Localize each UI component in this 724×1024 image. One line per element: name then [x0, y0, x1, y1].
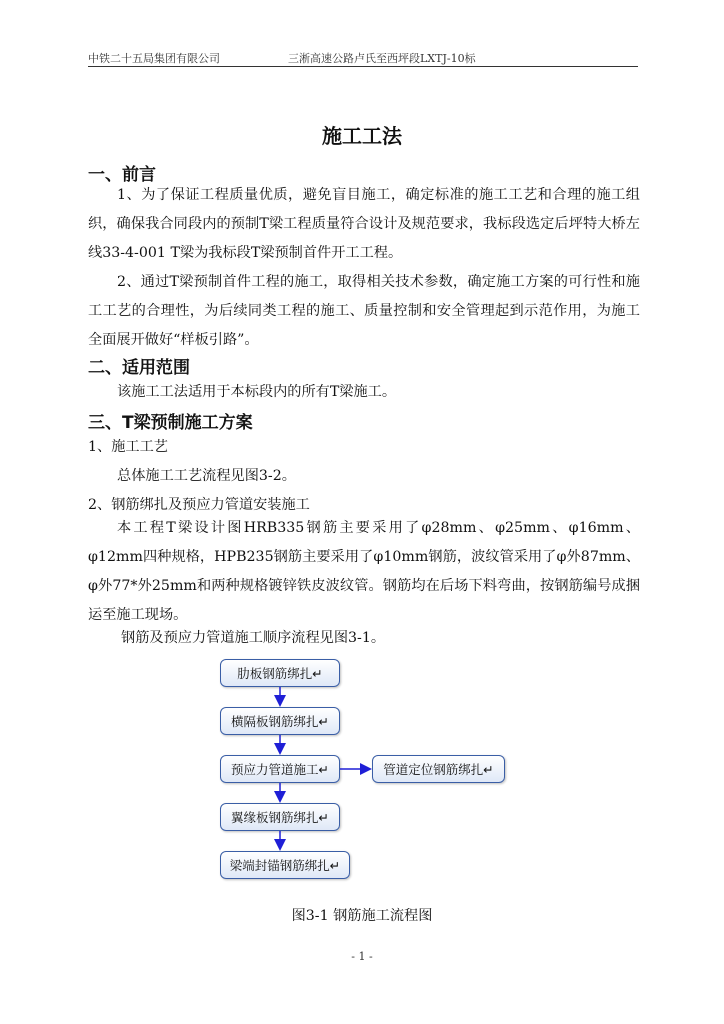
subheading-rebar: 2、钢筋绑扎及预应力管道安装施工 [88, 497, 310, 513]
preface-paragraph-1: 1、为了保证工程质量优质，避免盲目施工，确定标准的施工工艺和合理的施工组织，确保我合同段内的预制T梁工程质量符合设计及规范要求，我标段选定后坪特大桥左线33-4-001 T梁为我标段T梁预制首件开工工程。 [88, 187, 640, 261]
flow-step-web-rebar: 肋板钢筋绑扎↵ [220, 659, 340, 687]
section-heading-preface: 一、前言 [88, 165, 156, 185]
header-company: 中铁二十五局集团有限公司 [88, 52, 220, 65]
flow-step-end-anchor-rebar: 梁端封锚钢筋绑扎↵ [220, 851, 350, 879]
flowchart-reference: 钢筋及预应力管道施工顺序流程见图3-1。 [121, 630, 386, 646]
header-divider [88, 66, 638, 67]
section-heading-plan: 三、T梁预制施工方案 [88, 413, 253, 433]
figure-caption: 图3-1 钢筋施工流程图 [291, 908, 433, 924]
flow-step-diaphragm-rebar: 横隔板钢筋绑扎↵ [220, 707, 340, 735]
process-text: 总体施工工艺流程见图3-2。 [117, 468, 296, 484]
flow-step-flange-rebar: 翼缘板钢筋绑扎↵ [220, 803, 340, 831]
flow-step-duct-positioning: 管道定位钢筋绑扎↵ [372, 755, 505, 783]
header-project: 三淅高速公路卢氏至西坪段LXTJ-10标 [288, 52, 476, 65]
section-heading-scope: 二、适用范围 [88, 358, 190, 378]
flow-step-prestress-duct: 预应力管道施工↵ [220, 755, 340, 783]
subheading-process: 1、施工工艺 [88, 439, 168, 455]
page-title: 施工工法 [322, 124, 402, 148]
scope-paragraph: 该施工工法适用于本标段内的所有T梁施工。 [117, 384, 397, 400]
page-number: - 1 - [351, 950, 373, 963]
preface-paragraph-2: 2、通过T梁预制首件工程的施工，取得相关技术参数，确定施工方案的可行性和施工工艺的合理性，为后续同类工程的施工、质量控制和安全管理起到示范作用，为施工全面展开做好“样板引路”。 [88, 274, 640, 348]
rebar-paragraph: 本工程T梁设计图HRB335钢筋主要采用了φ28mm、φ25mm、φ16mm、φ12mm四种规格，HPB235钢筋主要采用了φ10mm钢筋，波纹管采用了φ外87mm、φ外77*外25mm和两种规格镀锌铁皮波纹管。钢筋均在后场下料弯曲，按钢筋编号成捆运至施工现场。 [88, 520, 640, 623]
